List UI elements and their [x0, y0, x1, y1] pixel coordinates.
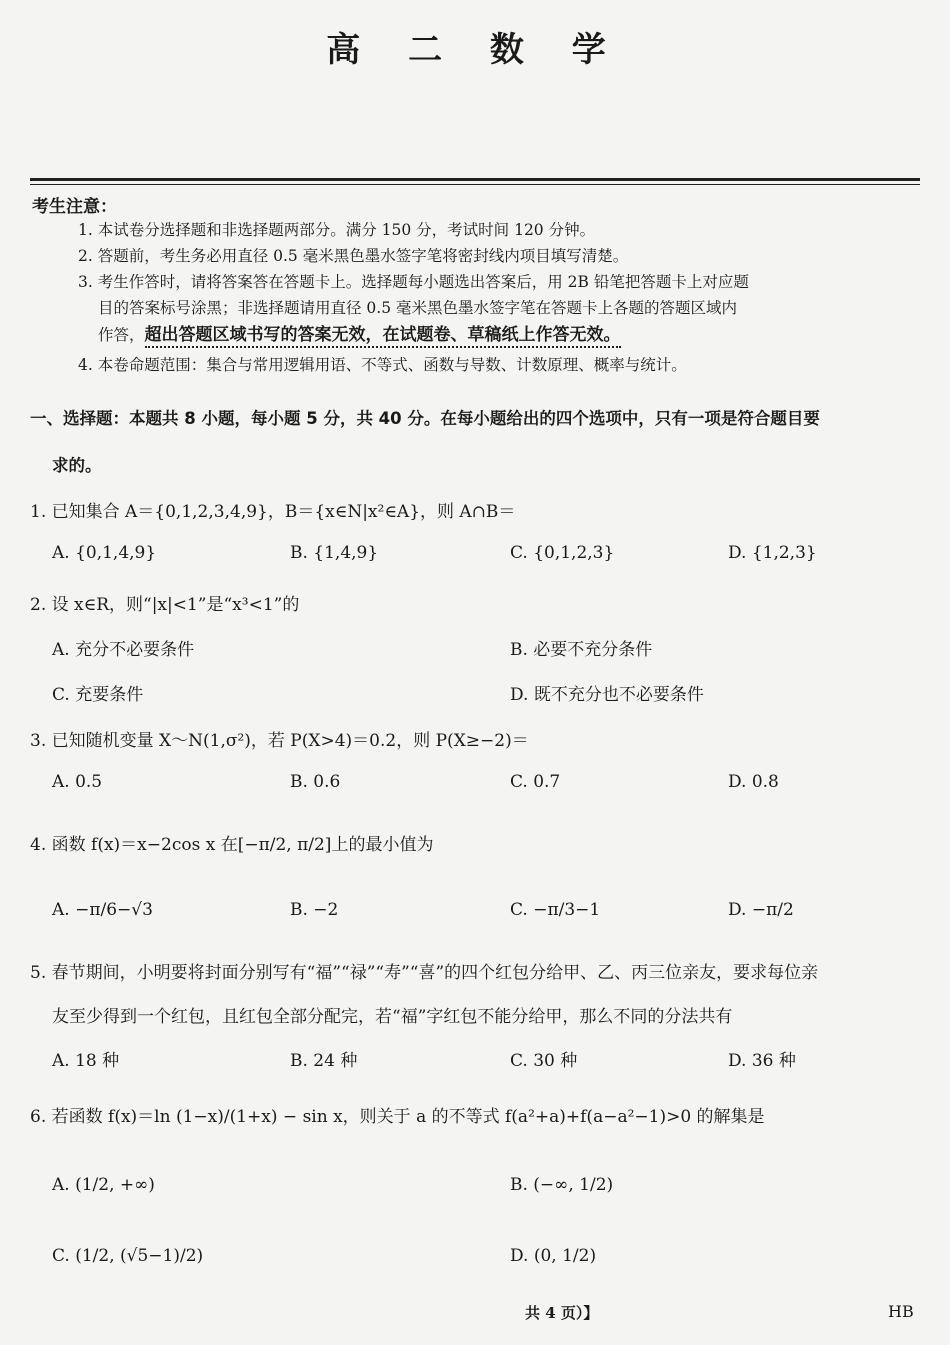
q3-option-c: C. 0.7 — [510, 772, 561, 792]
header-rule-thin — [30, 184, 920, 185]
q5-option-b: B. 24 种 — [290, 1051, 358, 1071]
q6-option-a: A. (1/2, +∞) — [52, 1175, 155, 1195]
q6-option-d: D. (0, 1/2) — [510, 1246, 597, 1266]
notice-line-6: 4. 本卷命题范围：集合与常用逻辑用语、不等式、函数与导数、计数原理、概率与统计。 — [78, 356, 687, 374]
question-3-stem: 3. 已知随机变量 X～N(1,σ²)，若 P(X>4)＝0.2，则 P(X≥−2)＝ — [30, 731, 529, 751]
question-4-stem: 4. 函数 f(x)＝x−2cos x 在[−π/2, π/2]上的最小值为 — [30, 835, 434, 855]
q1-option-b: B. {1,4,9} — [290, 543, 379, 563]
q5-option-d: D. 36 种 — [728, 1051, 796, 1071]
q3-option-b: B. 0.6 — [290, 772, 341, 792]
q2-option-a: A. 充分不必要条件 — [52, 640, 195, 660]
q1-option-c: C. {0,1,2,3} — [510, 543, 615, 563]
q1-option-d: D. {1,2,3} — [728, 543, 817, 563]
q5-option-c: C. 30 种 — [510, 1051, 578, 1071]
notice-heading: 考生注意： — [32, 197, 117, 217]
q1-option-a: A. {0,1,4,9} — [52, 543, 157, 563]
question-5-stem-line-2: 友至少得到一个红包，且红包全部分配完，若“福”字红包不能分给甲，那么不同的分法共有 — [52, 1007, 733, 1027]
question-2-stem: 2. 设 x∈R，则“|x|<1”是“x³<1”的 — [30, 595, 300, 615]
q3-option-d: D. 0.8 — [728, 772, 779, 792]
notice-emphasis: 超出答题区域书写的答案无效，在试题卷、草稿纸上作答无效。 — [145, 325, 621, 348]
page-footer: 共 4 页）】 — [525, 1304, 599, 1322]
q4-option-b: B. −2 — [290, 900, 339, 920]
section-heading-line-2: 求的。 — [52, 456, 102, 475]
question-6-stem: 6. 若函数 f(x)＝ln (1−x)/(1+x) − sin x，则关于 a 的不等式 f(a²+a)+f(a−a²−1)>0 的解集是 — [30, 1107, 765, 1127]
notice-line-2: 2. 答题前，考生务必用直径 0.5 毫米黑色墨水签字笔将密封线内项目填写清楚。 — [78, 247, 629, 265]
q4-option-d: D. −π/2 — [728, 900, 794, 920]
paper-code: HB — [888, 1302, 914, 1321]
notice-line-1: 1. 本试卷分选择题和非选择题两部分。满分 150 分，考试时间 120 分钟。 — [78, 221, 596, 239]
question-1-stem: 1. 已知集合 A＝{0,1,2,3,4,9}，B＝{x∈N|x²∈A}，则 A∩B＝ — [30, 502, 516, 522]
notice-line-5 — [98, 320, 621, 345]
q4-option-a: A. −π/6−√3 — [52, 900, 153, 920]
q5-option-a: A. 18 种 — [52, 1051, 120, 1071]
q6-option-c: C. (1/2, (√5−1)/2) — [52, 1246, 204, 1266]
section-heading-line-1: 一、选择题：本题共 8 小题，每小题 5 分，共 40 分。在每小题给出的四个选项中，只有一项是符合题目要 — [30, 409, 820, 428]
q2-option-b: B. 必要不充分条件 — [510, 640, 653, 660]
notice-line-4: 目的答案标号涂黑；非选择题请用直径 0.5 毫米黑色墨水签字笔在答题卡上各题的答题区域内 — [98, 299, 738, 317]
q4-option-c: C. −π/3−1 — [510, 900, 601, 920]
page-title: 高 二 数 学 — [326, 30, 624, 70]
notice-line-5-prefix: 作答， — [98, 326, 145, 344]
q6-option-b: B. (−∞, 1/2) — [510, 1175, 614, 1195]
q2-option-d: D. 既不充分也不必要条件 — [510, 685, 704, 705]
header-rule-thick — [30, 178, 920, 181]
q3-option-a: A. 0.5 — [52, 772, 103, 792]
question-5-stem-line-1: 5. 春节期间，小明要将封面分别写有“福”“禄”“寿”“喜”的四个红包分给甲、乙、丙三位亲友，要求每位亲 — [30, 963, 819, 983]
q2-option-c: C. 充要条件 — [52, 685, 144, 705]
notice-line-3: 3. 考生作答时，请将答案答在答题卡上。选择题每小题选出答案后，用 2B 铅笔把答题卡上对应题 — [78, 273, 749, 291]
